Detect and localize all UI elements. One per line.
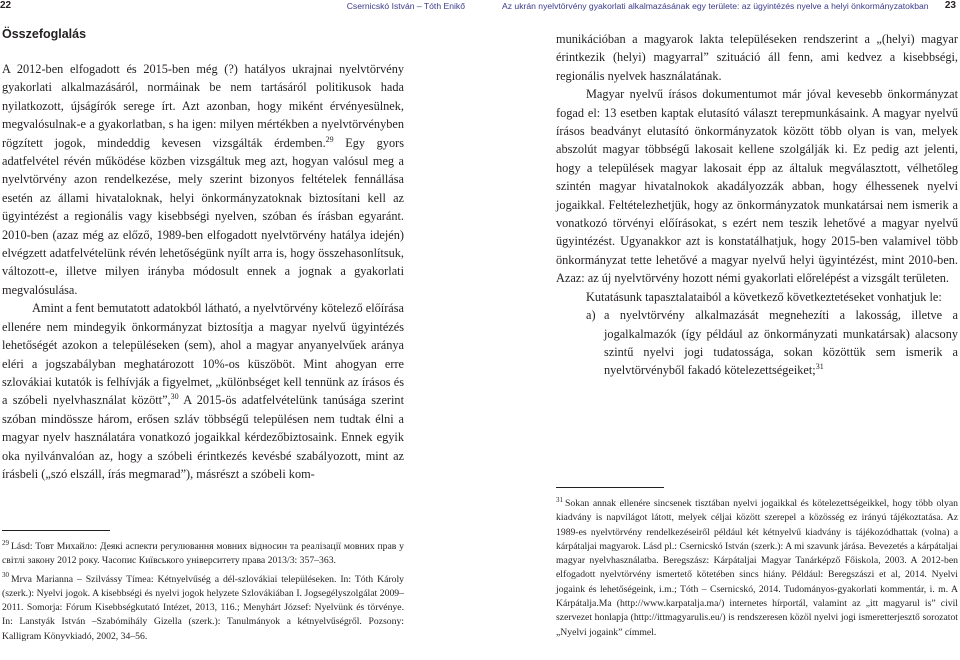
footnote-divider-left: [2, 530, 110, 531]
footnote-ref-30[interactable]: 30: [170, 392, 179, 402]
footnote-ref-29[interactable]: 29: [325, 134, 334, 144]
paragraph-text: A 2015-ös adatfelvételünk tanúsága szerint szóban mindössze három, erősen szláv többségű településen nem tudtak élni a magyar nyelv használatára vonatkozó jogaikkal kérdezőbiztosaink. Ennek egyik oka nyilvánvalóan az, hogy a szóbeli érintkezés kevésbé szabályozott, mint az írásbeli („szó elszáll, írás megmarad”), másrészt a szóbeli kom-: [2, 393, 404, 481]
running-title-right: Az ukrán nyelvtörvény gyakorlati alkalmazásának egy területe: az ügyintézés nyelve a helyi önkormányzatokban: [502, 1, 929, 11]
paragraph-text: A 2012-ben elfogadott és 2015-ben még (?) hatályos ukrajnai nyelvtörvény gyakorlati alkalmazásáról, normáinak be nem tartásáról politikusok hada nyilatkozott, újságírók serege írt. Azt azonban, hogy miként érvényesülnek, megvalósulnak-e a gyakorlatban, s ha igen: milyen mértékben a nyelvtörvényben rögzített jogok, mindeddig kevesen vizsgálták érdemben.: [2, 62, 404, 150]
list-marker: a): [586, 308, 596, 323]
footnote-text: Mrva Marianna – Szilvássy Tímea: Kétnyelvűség a dél-szlovákiai településeken. In: Tóth Károly (szerk.): Nyelvi jogok. A kisebbségi és nyelvi jogok helyzete Szlovákiában I. Jogsegélyszolgálat 2009–2011. Somorja: Fórum Kisebbségkutató Intézet, 2013, 116.; Menyhárt József: Nyelvünk és törvénye. In: Lanstyák István –Szabómihály Gizella (szerk.): Tanulmányok a kétnyelvűségről. Pozsony: Kalligram Könyvkiadó, 2002, 34–56.: [2, 573, 404, 642]
conclusions-intro: Kutatásunk tapasztalataiból a következő következtetéseket vonhatjuk le:: [586, 289, 942, 304]
footnote-text: Lásd: Товт Михайло: Деякі аспекти регулювання мовних відносин та реалізації мовних прав у світлі закону 2012 року. Часопис Київського університету права 2013/3: 357–363.: [2, 541, 404, 567]
footnote-divider-right: [556, 487, 664, 488]
running-title-left: Csernicskó István – Tóth Enikő: [346, 1, 465, 11]
footnote-number: 30: [2, 571, 9, 580]
page-number-left: 22: [0, 0, 12, 11]
footnotes-right: [556, 497, 958, 644]
list-item-a: [586, 306, 958, 380]
footnote-number: 31: [556, 495, 563, 504]
summary-paragraph-1: [2, 60, 404, 299]
page-header-left: [0, 0, 468, 12]
paragraph-text: Amint a fent bemutatott adatokból látható, a nyelvtörvény kötelező előírása ellenére nem mindegyik önkormányzat biztosítja a magyar nyelvű ügyintézés lehetőségét azokon a településeken (sem), ahol a magyar anyanyelvűek aránya eléri a jogszabályban meghatározott 10%-os küszöböt. Mint ahogyan erre szlovákiai kutatók is felhívják a figyelmet, „különbséget kell tennünk az írásos és a szóbeli nyelvhasználat között”,: [2, 301, 404, 408]
page-header-right: [492, 0, 960, 12]
paragraph-text: Egy gyors adatfelvétel révén működése közben vizsgáltuk meg azt, hogyan valósul meg a nyelvtörvény azon rendelkezése, mely szerint bizonyos feltételek fennállása esetén az állami hivataloknak, helyi önkormányzatoknak biztosítani kell az ügyintézést a regionális vagy kisebbségi nyelven, szóban és írásban egyaránt. 2010-ben (azaz még az előző, 1989-ben elfogadott nyelvtörvény hatálya idején) elvégzett adatfelvételünk révén lehetőségünk nyílt arra is, hogy összehasonlítsuk, változott-e, illetve milyen irányba módosult ennek a jognak a gyakorlati megvalósulása.: [2, 135, 404, 297]
written-documents-paragraph: Magyar nyelvű írásos dokumentumot már jóval kevesebb önkormányzat fogad el: 13 esetben kaptak elutasító választ terepmunkásaink. A magyar nyelvű írásos beadványt elutasító önkormányzatok között több olyan is van, melyek abszolút magyar többségű lakosait kellene szolgálják ki. Ez pedig azt jelenti, hogy a települések magyar lakosait épp az általuk megválasztott, vélhetőleg szintén magyar hivatalnokok akadályozzák abban, hogy élhessenek nyelvi jogaikkal. Feltételezhetjük, hogy az önkormányzatok munkatársai nem ismerik a vonatkozó törvényi előírásokat, s ezért nem teszik lehetővé a magyar nyelvű ügyintézést. Ugyanakkor azt is konstatálhatjuk, hogy 2015-ben valamivel több önkormányzat tette lehetővé a magyar nyelvű helyi ügyintézést, mint 2010-ben. Azaz: az új nyelvtörvény hozott némi gyakorlati előrelépést a vizsgált területen.: [556, 87, 958, 286]
footnote-29: [2, 540, 404, 569]
footnote-31: [556, 497, 958, 640]
list-item-text: a nyelvtörvény alkalmazását megnehezíti a lakosság, illetve a jogalkalmazók (így például az önkormányzati munkatársak) alacsony szintű nyelvi jogi tudatossága, sokan közöttük sem ismerik a nyelvtörvényből fakadó kötelezettségeiket;: [604, 308, 958, 378]
footnote-30: [2, 573, 404, 644]
left-page-body: [2, 24, 404, 483]
list-item-text-wrap: [604, 306, 958, 380]
page-number-right: 23: [944, 0, 956, 11]
summary-paragraph-2: [2, 299, 404, 483]
right-page-body: [556, 30, 958, 380]
footnotes-left: [2, 540, 404, 648]
footnote-ref-31[interactable]: 31: [815, 362, 824, 372]
continuation-paragraph: munikációban a magyarok lakta településeken rendszerint a „(helyi) magyar érintkezik (helyi) magyarral” szituáció áll fenn, ami kedvez a kisebbségi, regionális nyelvek használatának.: [556, 32, 958, 83]
section-heading: Összefoglalás: [2, 27, 87, 41]
footnote-text: Sokan annak ellenére sincsenek tisztában nyelvi jogaikkal és kötelezettségeikkel, hogy több olyan kiadvány is napvilágot látott, melyek céljai között szerepel a közösség ez irányú tájékoztatása. Az 1989-es nyelvtörvény rendelkezéseiről például két kétnyelvű kiadvány is tájékozódhattak (volna) a kárpátaljai magyarok. Lásd pl.: Csernicskó István (szerk.): A mi szavunk járása. Bevezetés a kárpátaljai magyar nyelvhasználatba. Beregszász: Kárpátaljai Magyar Tanárképző Főiskola, 2003. A 2012-ben elfogadott nyelvtörvény ismertető kötetében sincs hiány. Például: Beregszászi et al, 2014. Nyelvi jogaink és lehetőségeink, i.m.; Tóth – Csernicskó, 2014. Tudományos-gyakorlati kommentár, i. m. A Kárpátalja.Ma (http://www.karpatalja.ma/) internetes hírportál, valamint az „itt magyarul is” civil szervezet honlapja (http://ittmagyarulis.eu/) is rendszeresen közöl nyelvi jogi ismeretterjesztő sorozatot „Nyelvi jogaink” címmel.: [556, 498, 958, 638]
footnote-number: 29: [2, 538, 9, 547]
